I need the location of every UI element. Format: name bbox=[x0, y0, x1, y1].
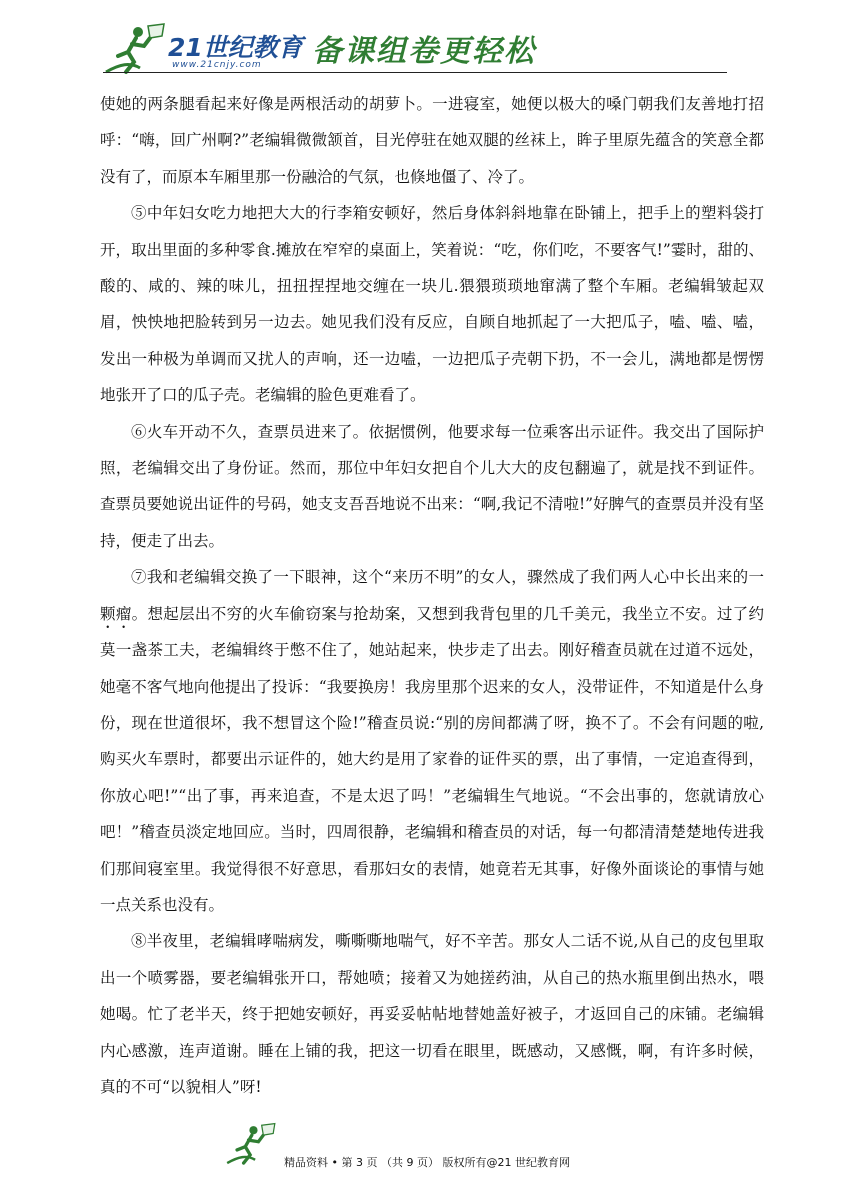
page-footer bbox=[222, 1122, 682, 1172]
paragraph-7-rest: 。想起层出不穷的火车偷窃案与抢劫案，又想到我背包里的几千美元，我坐立不安。过了约莫一盏茶工夫，老编辑终于憋不住了，她站起来，快步走了出去。刚好稽查员就在过道不远处，她毫不客气地向他提出了投诉：“我要换房！我房里那个迟来的女人，没带证件，不知道是什么身份，现在世道很坏，我不想冒这个险!”稽查员说:“别的房间都满了呀，换不了。不会有问题的啦,购买火车票时，都要出示证件的，她大约是用了家眷的证件买的票，出了事情，一定追查得到，你放心吧!”“出了事，再来追查，不是太迟了吗！”老编辑生气地说。“不会出事的，您就请放心吧！”稽查员淡定地回应。当时，四周很静，老编辑和稽查员的对话，每一句都清清楚楚地传进我们那间寝室里。我觉得很不好意思，看那妇女的表情，她竟若无其事，好像外面谈论的事情与她一点关系也没有。 bbox=[100, 604, 764, 914]
brand-name: 21世纪教育 bbox=[168, 33, 303, 62]
header-divider bbox=[103, 72, 727, 73]
paragraph-5: ⑤中年妇女吃力地把大大的行李箱安顿好，然后身体斜斜地靠在卧铺上，把手上的塑料袋打开，取出里面的多种零食.摊放在窄窄的桌面上，笑着说：“吃，你们吃，不要客气!”霎时，甜的、酸的、咸的、辣的味儿，扭扭捏捏地交缠在一块儿.猥猥琐琐地窜满了整个车厢。老编辑皱起双眉，怏怏地把脸转到另一边去。她见我们没有反应，自顾自地抓起了一大把瓜子，嗑、嗑、嗑，发出一种极为单调而又扰人的声响，还一边嗑，一边把瓜子壳朝下扔，不一会儿，满地都是愣愣地张开了口的瓜子壳。老编辑的脸色更难看了。 bbox=[100, 204, 764, 405]
paragraph-continued: 使她的两条腿看起来好像是两根活动的胡萝卜。一进寝室，她便以极大的嗓门朝我们友善地打招呼：“嗨，回广州啊?”老编辑微微颔首，目光停驻在她双腿的丝袜上，眸子里原先蕴含的笑意全都没有了，而原本车厢里那一份融洽的气氛，也倏地僵了、冷了。 bbox=[100, 95, 764, 186]
footer-page-info: 精品资料 • 第 3 页 （共 9 页） 版权所有@21 世纪教育网 bbox=[284, 1156, 570, 1169]
emphasized-phrase: 颗瘤 bbox=[100, 604, 132, 623]
runner-logo-icon bbox=[222, 1122, 280, 1168]
paragraph-7 bbox=[100, 559, 764, 923]
paragraph-7-start: ⑦我和老编辑交换了一下眼神，这个“来历不明”的女人，骤然成了我们两人心中长出来的一 bbox=[131, 568, 764, 587]
runner-logo-icon bbox=[100, 22, 170, 78]
brand-url: www.21cnjy.com bbox=[172, 60, 262, 70]
article-body bbox=[100, 86, 764, 1105]
header-slogan: 备课组卷更轻松 bbox=[312, 34, 536, 69]
paragraph-6: ⑥火车开动不久，查票员进来了。依据惯例，他要求每一位乘客出示证件。我交出了国际护照，老编辑交出了身份证。然而，那位中年妇女把自个儿大大的皮包翻遍了，就是找不到证件。查票员要她说出证件的号码，她支支吾吾地说不出来：“啊,我记不清啦!”好脾气的查票员并没有坚持，便走了出去。 bbox=[100, 422, 764, 550]
page-header bbox=[100, 22, 760, 78]
paragraph-8: ⑧半夜里，老编辑哮喘病发，嘶嘶嘶地喘气，好不辛苦。那女人二话不说,从自己的皮包里取出一个喷雾器，要老编辑张开口，帮她喷；接着又为她搓药油，从自己的热水瓶里倒出热水，喂她喝。忙了老半天，终于把她安顿好，再妥妥帖帖地替她盖好被子，才返回自己的床铺。老编辑内心感激，连声道谢。睡在上铺的我，把这一切看在眼里，既感动，又感慨，啊，有许多时候，真的不可“以貌相人”呀! bbox=[100, 932, 764, 1096]
